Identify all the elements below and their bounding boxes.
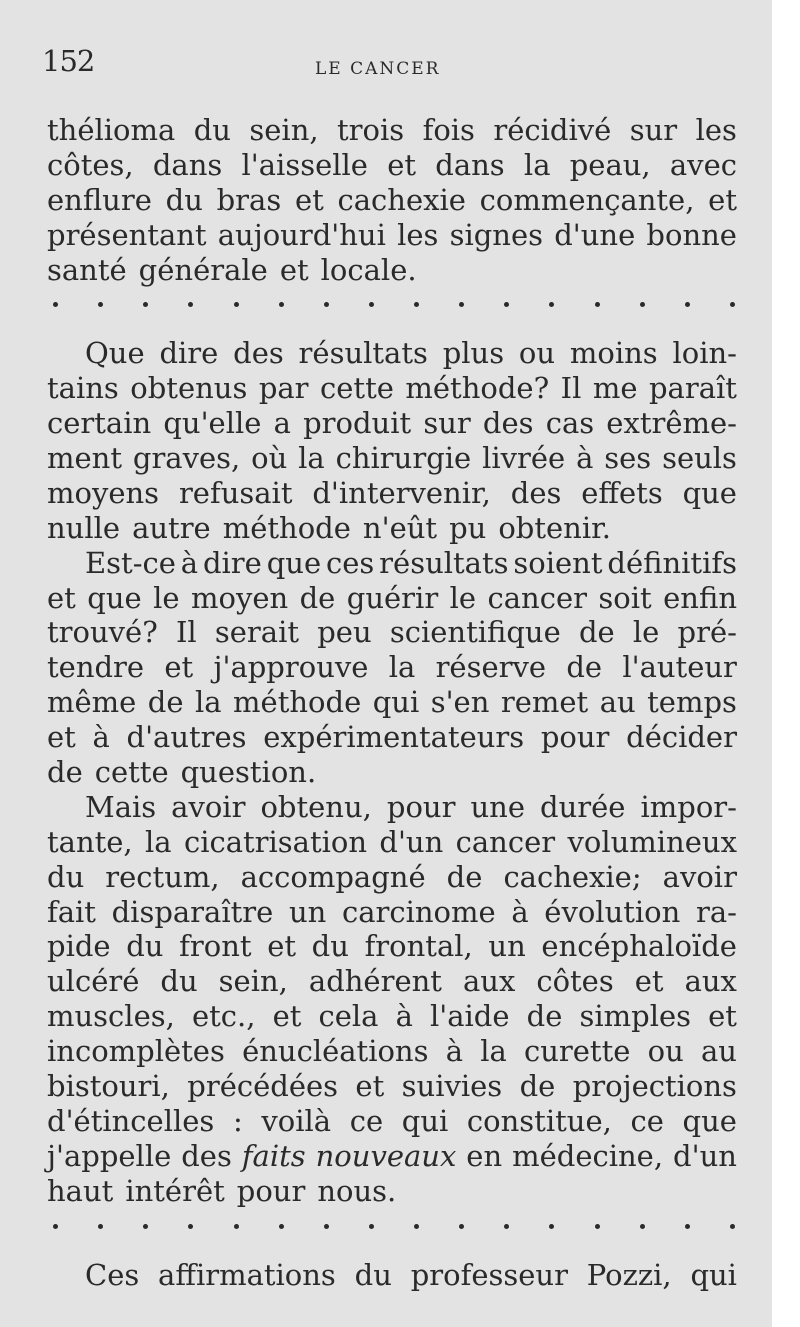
separator-dot [324,302,329,307]
text-line: Mais avoir obtenu, pour une durée impor- [85,789,737,824]
separator-dot [685,302,690,307]
text-line: Que dire des résultats plus ou moins loin- [85,336,737,371]
text-line: d'étincelles : voilà ce qui constitue, ce que [47,1103,737,1138]
separator-dot [324,1224,329,1229]
paragraph [47,113,737,287]
separator-dot [730,1224,735,1229]
separator-dot [595,1224,600,1229]
separator-dot [369,1224,374,1229]
ellipsis-separator [47,1209,737,1244]
text-line: j'appelle des faits nouveaux en médecine, d'un [47,1138,737,1173]
text-line: ment graves, où la chirurgie livrée à ses seuls [47,441,737,476]
scan-margin [772,0,800,1327]
separator-dot [414,302,419,307]
paragraph [47,336,737,545]
text-line: tains obtenus par cette méthode? Il me paraît [47,371,737,406]
text-line: côtes, dans l'aisselle et dans la peau, avec [47,147,737,182]
separator-dot [414,1224,419,1229]
paragraph [47,546,737,790]
ellipsis-separator [47,287,737,322]
text-line: ulcéré du sein, adhérent aux côtes et aux [47,964,737,999]
separator-dot [685,1224,690,1229]
text-line: incomplètes énucléations à la curette ou au [47,1034,737,1069]
text-line: et à d'autres expérimentateurs pour décider [47,720,737,755]
separator-dot [188,302,193,307]
separator-dot [459,302,464,307]
separator-dot [640,1224,645,1229]
separator-dot [459,1224,464,1229]
text-line: fait disparaître un carcinome à évolution ra- [47,894,737,929]
separator-dot [53,1224,58,1229]
page-number: 152 [42,44,95,78]
separator-dot [98,302,103,307]
separator-dot [549,1224,554,1229]
text-line: nulle autre méthode n'eût pu obtenir. [47,510,612,545]
paragraph [47,1258,737,1293]
separator-dot [279,302,284,307]
running-head: LE CANCER [315,59,441,79]
text-line: haut intérêt pour nous. [47,1173,397,1208]
separator-dot [549,302,554,307]
separator-dot [188,1224,193,1229]
text-line: du rectum, accompagné de cachexie; avoir [47,859,737,894]
separator-dot [504,1224,509,1229]
text-line: Est-ce à dire que ces résultats soient définitifs [85,545,737,580]
separator-dot [504,302,509,307]
text-line: santé générale et locale. [47,252,417,287]
text-line: enflure du bras et cachexie commençante, et [47,182,737,217]
separator-dot [53,302,58,307]
separator-dot [279,1224,284,1229]
separator-dot [730,302,735,307]
text-line: trouvé? Il serait peu scientifique de le pré- [47,615,737,650]
text-line: muscles, etc., et cela à l'aide de simples et [47,999,737,1034]
text-line: thélioma du sein, trois fois récidivé sur les [47,113,737,147]
text-line: et que le moyen de guérir le cancer soit enfin [47,580,737,615]
separator-dot [143,1224,148,1229]
text-line: tendre et j'approuve la réserve de l'auteur [47,650,737,685]
separator-dot [143,302,148,307]
text-line: certain qu'elle a produit sur des cas extrême- [47,406,737,441]
text-line: même de la méthode qui s'en remet au temps [47,685,737,720]
text-line: Ces affirmations du professeur Pozzi, qui [85,1257,737,1292]
separator-dot [595,302,600,307]
text-line: tante, la cicatrisation d'un cancer volumineux [47,824,737,859]
paragraph [47,790,737,1209]
text-line: pide du front et du frontal, un encéphaloïde [47,929,737,964]
text-line: présentant aujourd'hui les signes d'une bonne [47,217,737,252]
separator-dot [98,1224,103,1229]
text-line: de cette question. [47,755,317,790]
separator-dot [234,1224,239,1229]
text-line: bistouri, précédées et suivies de projections [47,1069,737,1104]
separator-dot [369,302,374,307]
separator-dot [640,302,645,307]
text-line: moyens refusait d'intervenir, des effets que [47,475,737,510]
separator-dot [234,302,239,307]
body-text [47,113,737,1292]
